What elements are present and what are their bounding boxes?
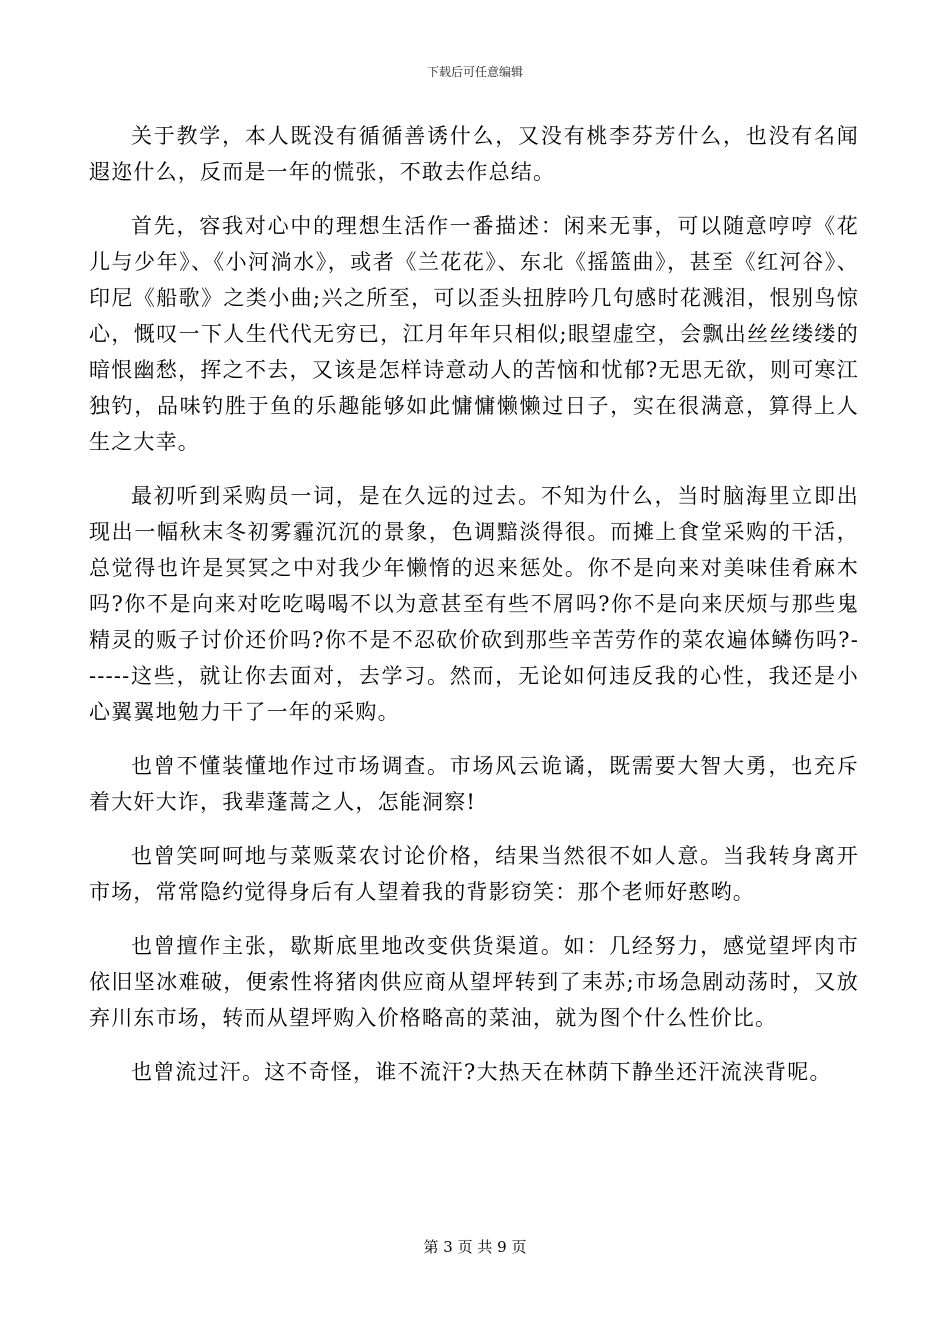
paragraph-5: 也曾笑呵呵地与菜贩菜农讨论价格，结果当然很不如人意。当我转身离开市场，常常隐约觉得身后有人望着我的背影窃笑：那个老师好憨哟。 xyxy=(89,844,859,904)
paragraph-4: 也曾不懂装懂地作过市场调查。市场风云诡谲，既需要大智大勇，也充斥着大奸大诈，我辈蓬蒿之人，怎能洞察! xyxy=(89,754,859,814)
page-footer: 第 3 页 共 9 页 xyxy=(423,1238,527,1256)
page-header: 下载后可任意编辑 xyxy=(426,65,523,79)
paragraph-2: 首先，容我对心中的理想生活作一番描述：闲来无事，可以随意哼哼《花儿与少年》、《小河淌水》，或者《兰花花》、东北《摇篮曲》，甚至《红河谷》、印尼《船歌》之类小曲;兴之所至，可以歪头扭脖吟几句感时花溅泪，恨别鸟惊心，慨叹一下人生代代无穷已，江月年年只相似;眼望虚空，会飘出丝丝缕缕的暗恨幽愁，挥之不去，又该是怎样诗意动人的苦恼和忧郁?无思无欲，则可寒江独钓，品味钓胜于鱼的乐趣能够如此慵慵懒懒过日子，实在很满意，算得上人生之大幸。 xyxy=(89,214,859,454)
paragraph-1: 关于教学，本人既没有循循善诱什么，又没有桃李芬芳什么，也没有名闻遐迩什么，反而是一年的慌张，不敢去作总结。 xyxy=(89,124,859,184)
paragraph-3: 最初听到采购员一词，是在久远的过去。不知为什么，当时脑海里立即出现出一幅秋末冬初雾霾沉沉的景象，色调黯淡得很。而摊上食堂采购的干活，总觉得也许是冥冥之中对我少年懒惰的迟来惩处。你不是向来对美味佳肴麻木吗?你不是向来对吃吃喝喝不以为意甚至有些不屑吗?你不是向来厌烦与那些鬼精灵的贩子讨价还价吗?你不是不忍砍价砍到那些辛苦劳作的菜农遍体鳞伤吗?------这些，就让你去面对，去学习。然而，无论如何违反我的心性，我还是小心翼翼地勉力干了一年的采购。 xyxy=(89,484,859,724)
document-body xyxy=(89,118,859,1108)
paragraph-7: 也曾流过汗。这不奇怪，谁不流汗?大热天在林荫下静坐还汗流浃背呢。 xyxy=(131,1060,832,1084)
paragraph-6: 也曾擅作主张，歇斯底里地改变供货渠道。如：几经努力，感觉望坪肉市依旧坚冰难破，便索性将猪肉供应商从望坪转到了耒苏;市场急剧动荡时，又放弃川东市场，转而从望坪购入价格略高的菜油，就为图个什么性价比。 xyxy=(89,934,859,1030)
